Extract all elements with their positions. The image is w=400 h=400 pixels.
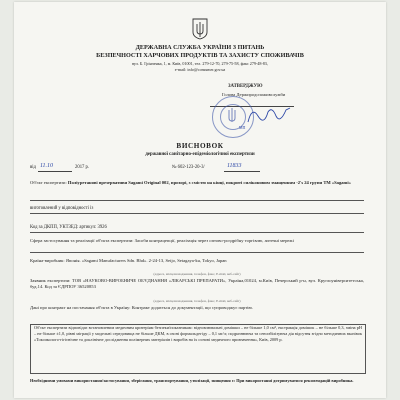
documents-section: Дані про контракт на постачання об'єкта в Україну: Контракт додається до документації, що супроводжує партію. (30, 305, 254, 310)
stamp-trident-icon (224, 106, 240, 126)
agency-name-line1: ДЕРЖАВНА СЛУЖБА УКРАЇНИ З ПИТАНЬ (135, 44, 265, 51)
scope-section: Сфера застосування та реалізації об'єкта експертизи: Засоби контрацепції, реалізація через оптово-роздрібну торгівлю, аптечні мережі (30, 238, 294, 243)
signature (246, 102, 292, 128)
object-label: Об'єкт експертизи: (30, 180, 67, 185)
conditions-text: Необхідними умовами використання/застосування, зберігання, транспортування, утилізації, знищення є: При використанні дотримуватися рекомендацій виробника. (30, 378, 354, 383)
document-title: ВИСНОВОК (176, 142, 224, 150)
made-label: виготовлений у відповідності із (30, 206, 94, 211)
number-value: 11833 (227, 163, 242, 169)
date-value: 11.10 (40, 163, 54, 169)
stamp-text: МП (239, 125, 246, 130)
conformity-text: Об'єкт експертизи відповідає встановленим медичним критеріям безпеки/показникам: відновлювальні домішки – не більше 1,0 см³, екстракція домішок – не більше 0,3, зміна pH – не більше ±1,0, рівні міграції у модельні середовища не більше ДКМ, в озоні формальдегіду – 0,1 мг/л; подразнююча та сенсибілізуюча дія відсутня згідно методичних вказівок «Токсиколого-гігієнічне та доклінічне дослідження полімерних матеріалів і виробів на їх основі медичного призначення», Київ, 2009 р. (34, 325, 362, 342)
object-section (30, 180, 364, 186)
document-subtitle: державної санітарно-епідеміологічної експертизи (145, 152, 255, 157)
date-year: 2017 р. (75, 165, 90, 170)
agency-address: вул. Б. Грінченка, 1, м. Київ, 01001, тел. 279-12-70, 279-75-58, факс 279-48-83, (132, 61, 268, 66)
applicant-caption: (адреса, місцезнаходження, телефон, факс, E-mail, веб-сайт) (153, 299, 241, 303)
object-text: Поліуретанові презервативи Sagami Original 002, прозорі, з смістю на кінці, покриті силіконовим змащенням -2's 24 групи ТМ «Sagami» (67, 180, 351, 185)
agency-email: e-mail: info@consumer.gov.ua (174, 67, 226, 72)
date-prefix: від (30, 165, 36, 170)
code-label: Код за ДКПП, УКТЗЕД: артикул: 3926 (30, 225, 107, 230)
coat-of-arms-icon (192, 18, 208, 40)
country-caption: (адреса, місцезнаходження, телефон, факс, E-mail, веб-сайт) (153, 272, 241, 276)
document-page (14, 2, 386, 398)
number-prefix: № 602-123-20-3/ (172, 165, 205, 170)
applicant-section: Заявник експертизи: ТОВ «НАУКОВО-ВИРОБНИЧЕ ОБ'ЄДНАННЯ «ЛІКАРСЬКІ ПРЕПАРАТИ», Україна,01024, м.Київ, Печерський р-н, вул. Круглоуніверситетська, буд.14. Код за ЄДРПОУ 36520853 (30, 278, 364, 290)
country-section: Країна-виробник: Японія. «Sagami Manufacturers Sdn. Bhd». 2-24-13, Seijo, Setagaya-ku, Tokyo, Japan (30, 258, 227, 263)
approval-role: Голова Держпродспоживслужби (222, 92, 286, 97)
approval-title: ЗАТВЕРДЖУЮ (228, 84, 263, 89)
agency-name-line2: БЕЗПЕЧНОСТІ ХАРЧОВИХ ПРОДУКТІВ ТА ЗАХИСТУ СПОЖИВАЧІВ (96, 52, 304, 59)
